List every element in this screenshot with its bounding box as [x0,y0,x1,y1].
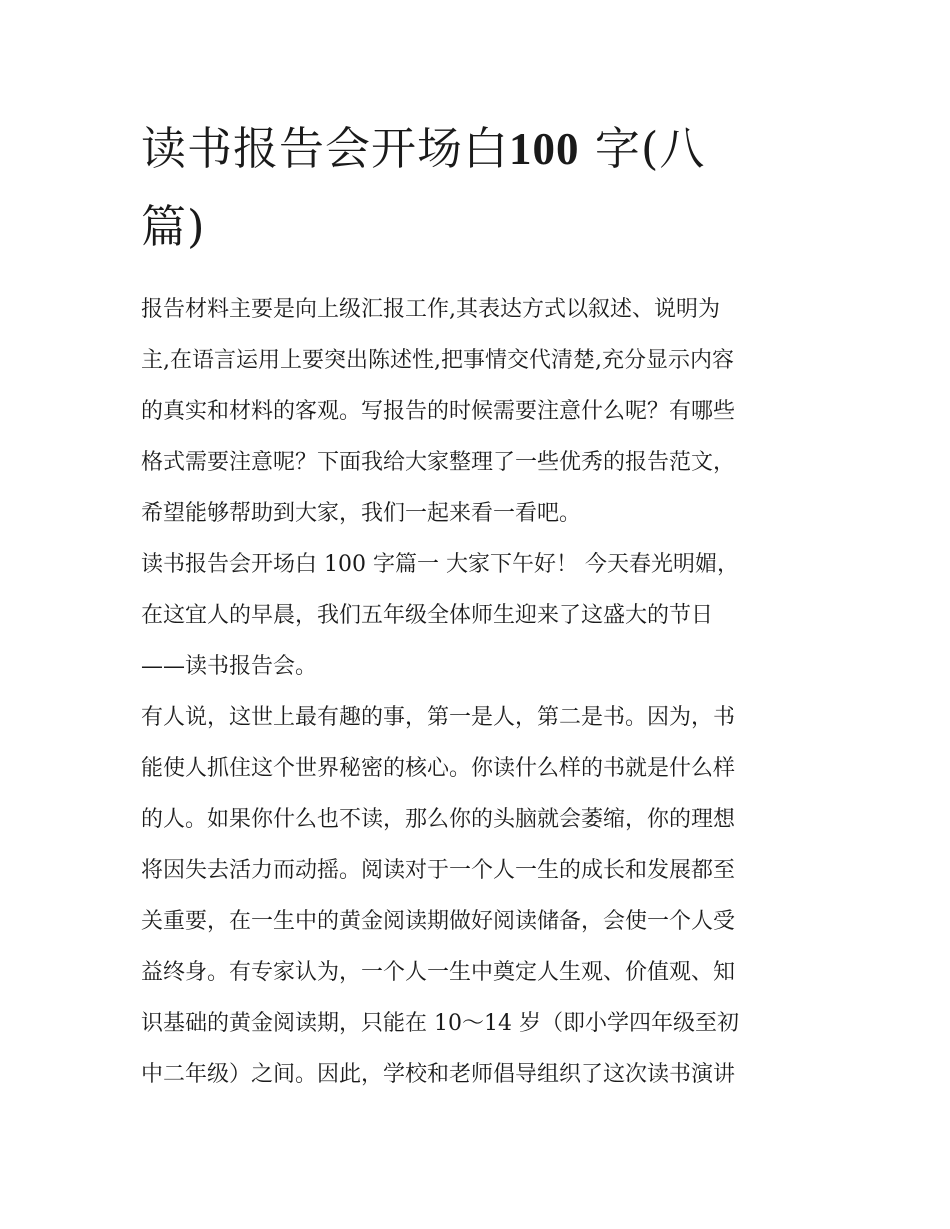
paragraph-line: 读书报告会开场白 100 字篇一 大家下午好！ 今天春光明媚， [141,552,739,577]
paragraph-line: 的人。如果你什么也不读，那么你的头脑就会萎缩，你的理想 [141,807,736,832]
paragraph-line: 希望能够帮助到大家，我们一起来看一看吧。 [141,501,582,526]
paragraph-line: 中二年级）之间。因此，学校和老师倡导组织了这次读书演讲 [141,1062,736,1087]
document-page [141,110,821,1100]
document-title [141,110,781,266]
document-body [141,284,821,1100]
paragraph-line: 能使人抓住这个世界秘密的核心。你读什么样的书就是什么样 [141,756,736,781]
paragraph-line: 在这宜人的早晨，我们五年级全体师生迎来了这盛大的节日 [141,603,714,628]
paragraph-line: 主,在语言运用上要突出陈述性,把事情交代清楚,充分显示内容 [141,348,734,373]
paragraph-line: 的真实和材料的客观。写报告的时候需要注意什么呢？有哪些 [141,399,736,424]
paragraph-line: 格式需要注意呢？下面我给大家整理了一些优秀的报告范文， [141,450,736,475]
title-number: 100 [509,124,580,174]
paragraph-line: 益终身。有专家认为，一个人一生中奠定人生观、价值观、知 [141,960,736,985]
title-text-line2: 篇) [141,200,206,253]
paragraph-line: 识基础的黄金阅读期，只能在 10～14 岁（即小学四年级至初 [141,1011,739,1036]
title-text-part1: 读书报告会开场白 [141,122,510,175]
paragraph-line: 报告材料主要是向上级汇报工作,其表达方式以叙述、说明为 [141,297,720,322]
paragraph-line: ——读书报告会。 [141,654,318,679]
paragraph-line: 关重要，在一生中的黄金阅读期做好阅读储备，会使一个人受 [141,909,736,934]
paragraph-line: 有人说，这世上最有趣的事，第一是人，第二是书。因为，书 [141,705,736,730]
title-text-part2: 字(八 [579,122,706,175]
paragraph-line: 将因失去活力而动摇。阅读对于一个人一生的成长和发展都至 [141,858,736,883]
